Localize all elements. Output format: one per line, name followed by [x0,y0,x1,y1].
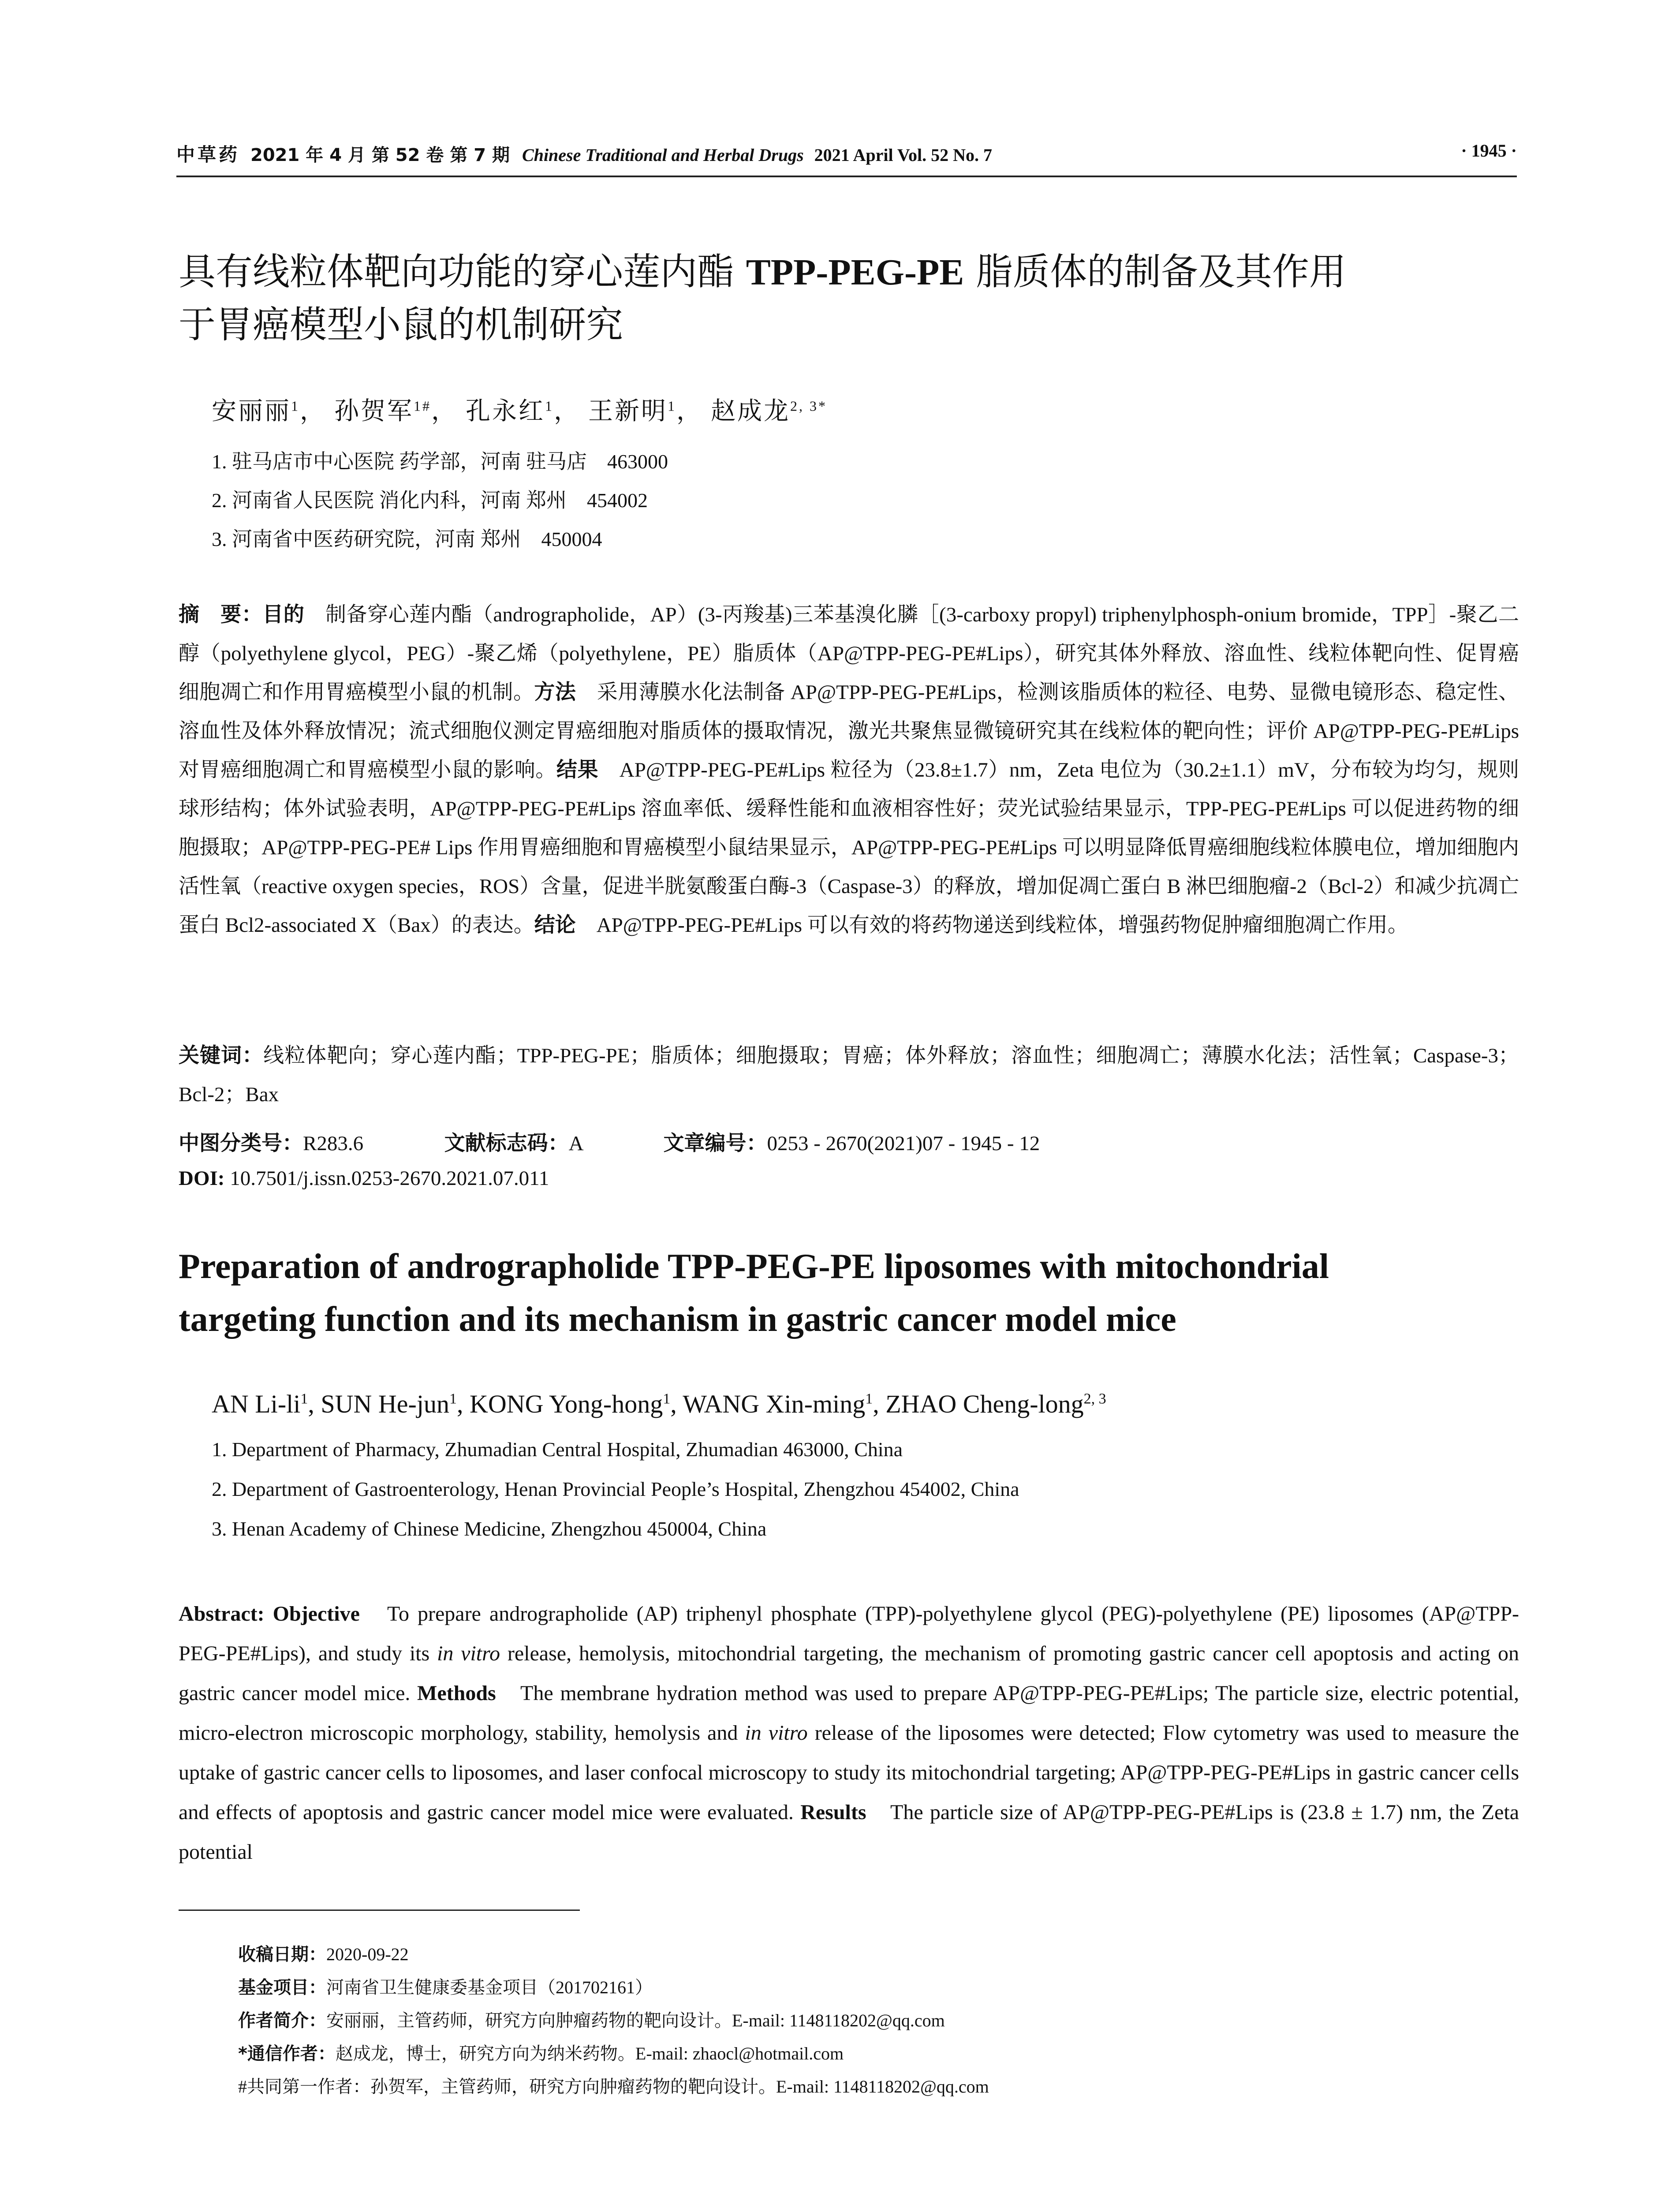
doc-code-label: 文献标志码： [444,1131,569,1155]
keywords-text: 线粒体靶向；穿心莲内酯；TPP-PEG-PE；脂质体；细胞摄取；胃癌；体外释放；溶血性；细胞凋亡；薄膜水化法；活性氧；Caspase-3；Bcl-2；Bax [179,1044,1519,1106]
en-affiliation: 1. Department of Pharmacy, Zhumadian Central Hospital, Zhumadian 463000, China [212,1438,903,1461]
cn-title-latin: TPP-PEG-PE [746,252,964,293]
author-name: 孙贺军 [334,398,414,425]
author-affil-mark: 1 [300,1390,308,1407]
en-results-text: The particle size of AP@TPP-PEG-PE#Lips is (23.8 ± 1.7) nm, the Zeta potential [179,1801,1519,1864]
footnote-label: 作者简介： [238,2011,326,2031]
cn-authors: 安丽丽$^1$， 孙贺军$^{1\#}$， 孔永红$^1$， 王新明$^1$， 赵成龙$^{2, 3*}$ [212,398,827,425]
en-methods-label: Methods [417,1682,496,1705]
cn-results-text: AP@TPP-PEG-PE#Lips 粒径为（23.8±1.7）nm，Zeta 电位为（30.2±1.1）mV，分布较为均匀，规则球形结构；体外试验表明，AP@TPP-PEG-PE#Lips 溶血率低、缓释性能和血液相容性好；荧光试验结果显示，TPP-PEG-PE#Lips 可以促进药物的细胞摄取；AP@TPP-PEG-PE# Lips 作用胃癌细胞和胃癌模型小鼠结果显示，AP@TPP-PEG-PE#Lips 可以明显降低胃癌细胞线粒体膜电位，增加细胞内活性氧（reactive oxygen species，ROS）含量，促进半胱氨酸蛋白酶-3（Caspase-3）的释放，增加促凋亡蛋白 B 淋巴细胞瘤-2（Bcl-2）和减少抗凋亡蛋白 Bcl2-associated X（Bax）的表达。 [179,759,1519,937]
author-affil-mark: 2, 3 [1083,1390,1106,1407]
author-affil-mark: 1 [663,1390,671,1407]
en-methods-italic: in vitro [745,1721,808,1745]
doi-line [179,1166,549,1190]
doc-code-value: A [568,1132,582,1155]
cn-keywords [179,1036,1519,1114]
journal-name-cn: 中草药 [176,144,240,165]
author-affil-mark: 1 [668,398,676,414]
cn-abstract [179,595,1519,945]
cn-conclusion-text: AP@TPP-PEG-PE#Lips 可以有效的将药物递送到线粒体，增强药物促肿瘤细胞凋亡作用。 [575,914,1408,937]
cn-objective-label: 目的 [262,602,305,627]
footnote-author-bio [238,2007,945,2032]
cn-title-line-2: 于胃癌模型小鼠的机制研究 [179,303,623,346]
author-name: KONG Yong-hong [469,1390,663,1418]
cn-conclusion-label: 结论 [534,913,576,937]
en-objective-text-1: To prepare andrographolide (AP) triphenyl phosphate (TPP)-polyethylene glycol (PEG)-polyethylene (PE) liposomes (AP@TPP-PEG-PE#Lips), and study its [179,1602,1519,1665]
keywords-label: 关键词： [179,1043,264,1068]
cn-affiliation: 3. 河南省中医药研究院，河南 郑州 450004 [212,528,602,550]
en-objective-text-2: release, hemolysis, mitochondrial targeting, the mechanism of promoting gastric cancer cell apoptosis and acting on gastric cancer model mice. [179,1642,1519,1705]
footnote-received [238,1940,409,1966]
article-number-label: 文章编号： [663,1131,767,1155]
cn-methods-text: 采用薄膜水化法制备 AP@TPP-PEG-PE#Lips，检测该脂质体的粒径、电势、显微电镜形态、稳定性、溶血性及体外释放情况；流式细胞仪测定胃癌细胞对脂质体的摄取情况，激光共聚焦显微镜研究其在线粒体的靶向性；评价 AP@TPP-PEG-PE#Lips 对胃癌细胞凋亡和胃癌模型小鼠的影响。 [179,681,1519,781]
footnote-text: 2020-09-22 [326,1944,409,1964]
author-name: ZHAO Cheng-long [885,1390,1084,1418]
en-abstract [179,1594,1519,1872]
en-title-line-1: Preparation of andrographolide TPP-PEG-PE liposomes with mitochondrial [179,1247,1329,1286]
author-name: 王新明 [588,398,668,425]
en-results-label: Results [800,1801,866,1824]
cn-results-label: 结果 [556,758,599,782]
en-affiliation: 2. Department of Gastroenterology, Henan Provincial People’s Hospital, Zhengzhou 454002, China [212,1478,1019,1500]
footnote-text: 安丽丽，主管药师，研究方向肿瘤药物的靶向设计。E-mail: 1148118202@qq.com [326,2011,945,2030]
footnote-corresponding [238,2040,844,2065]
en-authors: AN $Li-li^1$, SUN He-jun$^1$, KONG Yong-hong$^1$, WANG Xin-ming$^1$, ZHAO Cheng-long$^{2, 3}$ [212,1390,1106,1418]
cn-objective-text: 制备穿心莲内酯（andrographolide，AP）(3-丙羧基)三苯基溴化膦［(3-carboxy propyl) triphenylphosph-onium bromide，TPP］-聚乙二醇（polyethylene glycol，PEG）-聚乙烯（polyethylene，PE）脂质体（AP@TPP-PEG-PE#Lips），研究其体外释放、溶血性、线粒体靶向性、促胃癌细胞凋亡和作用胃癌模型小鼠的机制。 [179,603,1519,704]
issue-cn: 2021 年 4 月 第 52 卷 第 7 期 [250,145,510,165]
footnote-text: #共同第一作者：孙贺军，主管药师，研究方向肿瘤药物的靶向设计。E-mail: 1148118202@qq.com [238,2077,989,2097]
doi-value: 10.7501/j.issn.0253-2670.2021.07.011 [224,1167,549,1190]
author-affil-mark: 1 [449,1390,457,1407]
footnote-fund [238,1973,653,1999]
author-name: 安丽丽 [212,398,291,425]
en-methods-text-1: The membrane hydration method was used to prepare AP@TPP-PEG-PE#Lips; The particle size, electric potential, micro-electron microscopic morphology, stability, hemolysis and [179,1682,1519,1745]
author-affil-mark: 1# [414,398,431,414]
issue-en: 2021 April Vol. 52 No. 7 [814,145,993,165]
cn-affiliation: 1. 驻马店市中心医院 药学部，河南 驻马店 463000 [212,450,668,473]
author-name: AN Li-li [212,1390,301,1418]
cn-affiliation: 2. 河南省人民医院 消化内科，河南 郑州 454002 [212,489,648,512]
footnote-text: 河南省卫生健康委基金项目（201702161） [326,1977,653,1997]
author-affil-mark: 1 [291,398,300,414]
footnote-rule [179,1910,580,1911]
author-affil-mark: 1 [545,398,554,414]
en-objective-italic: in vitro [437,1642,500,1665]
footnote-label: 收稿日期： [238,1944,326,1965]
page-number: · 1945 · [1461,141,1517,161]
en-methods-text-2: release of the liposomes were detected; Flow cytometry was used to measure the uptake of gastric cancer cells to liposomes, and laser confocal microscopy to study its mitochondrial targeting; AP@TPP-PEG-PE#Lips in gastric cancer cells and effects of apoptosis and gastric cancer model mice were evaluated. [179,1721,1519,1824]
cn-methods-label: 方法 [534,680,576,704]
journal-name-en: Chinese Traditional and Herbal Drugs [522,145,804,165]
en-abstract-label: Abstract: [179,1602,265,1626]
article-number-value: 0253 - 2670(2021)07 - 1945 - 12 [767,1132,1040,1155]
footnote-label: *通信作者： [238,2044,336,2064]
en-title-line-2: targeting function and its mechanism in gastric cancer model mice [179,1300,1176,1339]
author-name: 赵成龙 [711,398,790,425]
footnote-cofirst-author [238,2073,989,2098]
cn-abstract-label: 摘 要： [179,602,263,627]
doi-label: DOI: [179,1167,225,1190]
running-header [176,140,1517,172]
en-objective-label: Objective [273,1602,360,1626]
clc-value: R283.6 [303,1132,364,1155]
cn-title-part-b: 脂质体的制备及其作用 [964,250,1347,293]
classification-line [179,1127,1040,1156]
author-name: WANG Xin-ming [683,1390,866,1418]
en-affiliation: 3. Henan Academy of Chinese Medicine, Zhengzhou 450004, China [212,1517,767,1540]
footnote-text: 赵成龙，博士，研究方向为纳米药物。E-mail: zhaocl@hotmail.com [335,2044,844,2063]
footnote-label: 基金项目： [238,1977,326,1998]
author-name: SUN He-jun [321,1390,449,1418]
cn-title-line-1 [179,247,1519,297]
cn-title-part-a: 具有线粒体靶向功能的穿心莲内酯 [179,250,746,293]
author-affil-mark: 1 [865,1390,873,1407]
author-name: 孔永红 [466,398,545,425]
clc-label: 中图分类号： [179,1131,303,1155]
header-rule [176,176,1517,177]
author-affil-mark: 2, 3* [790,398,827,414]
